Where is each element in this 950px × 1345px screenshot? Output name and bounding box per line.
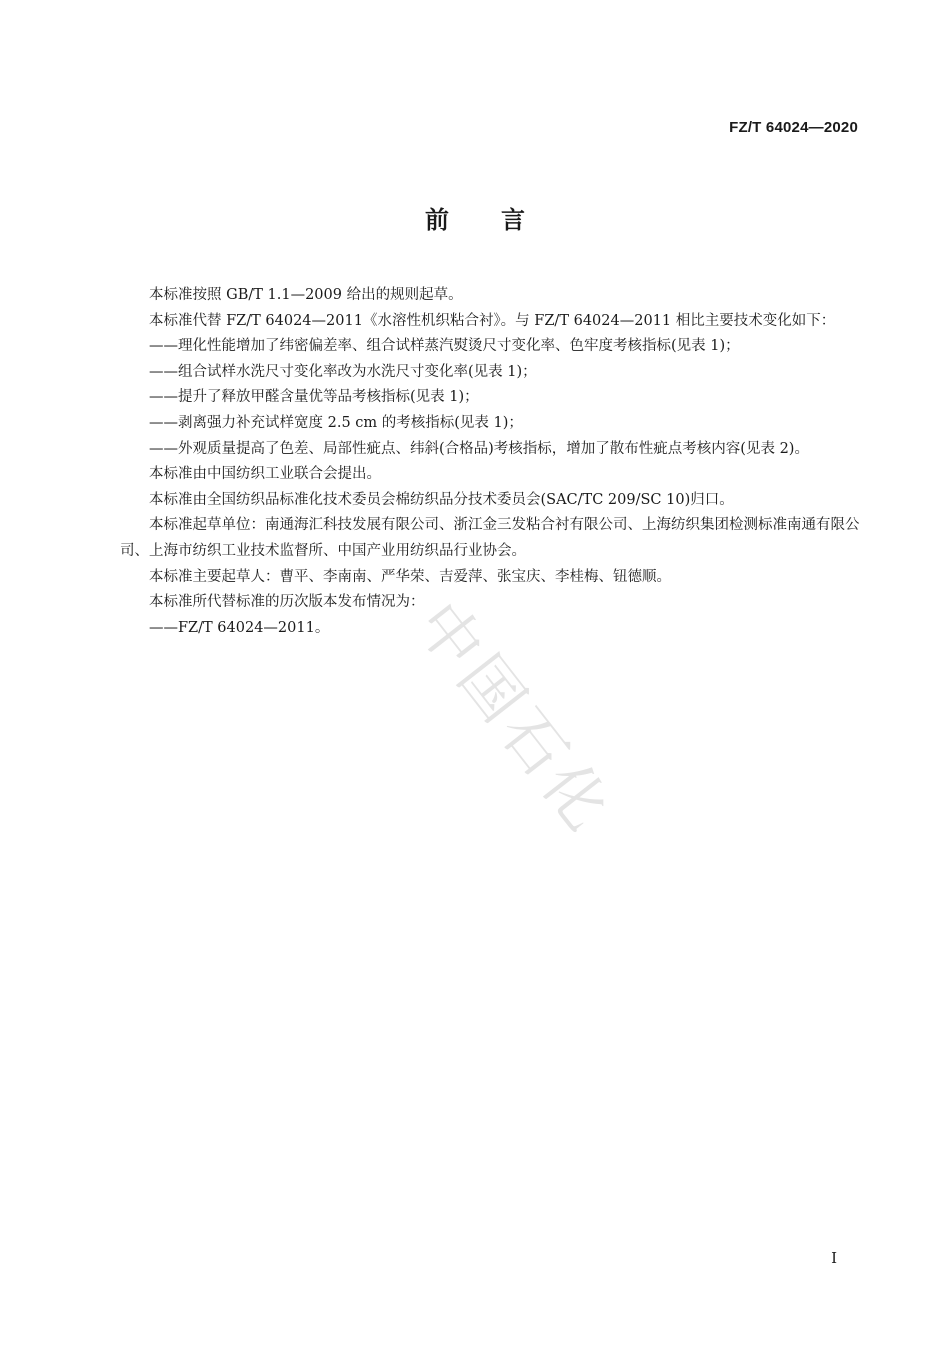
page-number: I	[831, 1249, 837, 1267]
previous-version: ——FZ/T 64024—2011。	[149, 619, 330, 636]
page-title: 前言	[425, 206, 577, 234]
change-item: ——提升了释放甲醛含量优等品考核指标(见表 1)；	[149, 389, 479, 406]
paragraph-history: 本标准所代替标准的历次版本发布情况为：	[149, 594, 425, 611]
paragraph-replacement: 本标准代替 FZ/T 64024—2011《水溶性机织粘合衬》。与 FZ/T 64024—2011 相比主要技术变化如下：	[149, 312, 836, 329]
foreword-body	[120, 283, 860, 641]
change-item: ——理化性能增加了纬密偏差率、组合试样蒸汽熨烫尺寸变化率、色牢度考核指标(见表 1)；	[149, 338, 740, 355]
paragraph-proposer: 本标准由中国纺织工业联合会提出。	[149, 466, 381, 483]
paragraph-drafting-units: 本标准起草单位：南通海汇科技发展有限公司、浙江金三发粘合衬有限公司、上海纺织集团检测标准南通有限公司、上海市纺织工业技术监督所、中国产业用纺织品行业协会。	[120, 517, 860, 559]
standard-code: FZ/T 64024—2020	[729, 119, 858, 136]
paragraph-drafters: 本标准主要起草人：曹平、李南南、严华荣、吉爱萍、张宝庆、李桂梅、钮德顺。	[149, 568, 671, 585]
change-item: ——外观质量提高了色差、局部性疵点、纬斜(合格品)考核指标，增加了散布性疵点考核内容(见表 2)。	[149, 440, 809, 457]
change-item: ——剥离强力补充试样宽度 2.5 cm 的考核指标(见表 1)；	[149, 414, 523, 431]
change-item: ——组合试样水洗尺寸变化率改为水洗尺寸变化率(见表 1)；	[149, 363, 537, 380]
watermark: 中国石化	[402, 588, 628, 848]
paragraph-committee: 本标准由全国纺织品标准化技术委员会棉纺织品分技术委员会(SAC/TC 209/SC 10)归口。	[149, 491, 734, 508]
paragraph-drafting-rules: 本标准按照 GB/T 1.1—2009 给出的规则起草。	[149, 287, 463, 303]
